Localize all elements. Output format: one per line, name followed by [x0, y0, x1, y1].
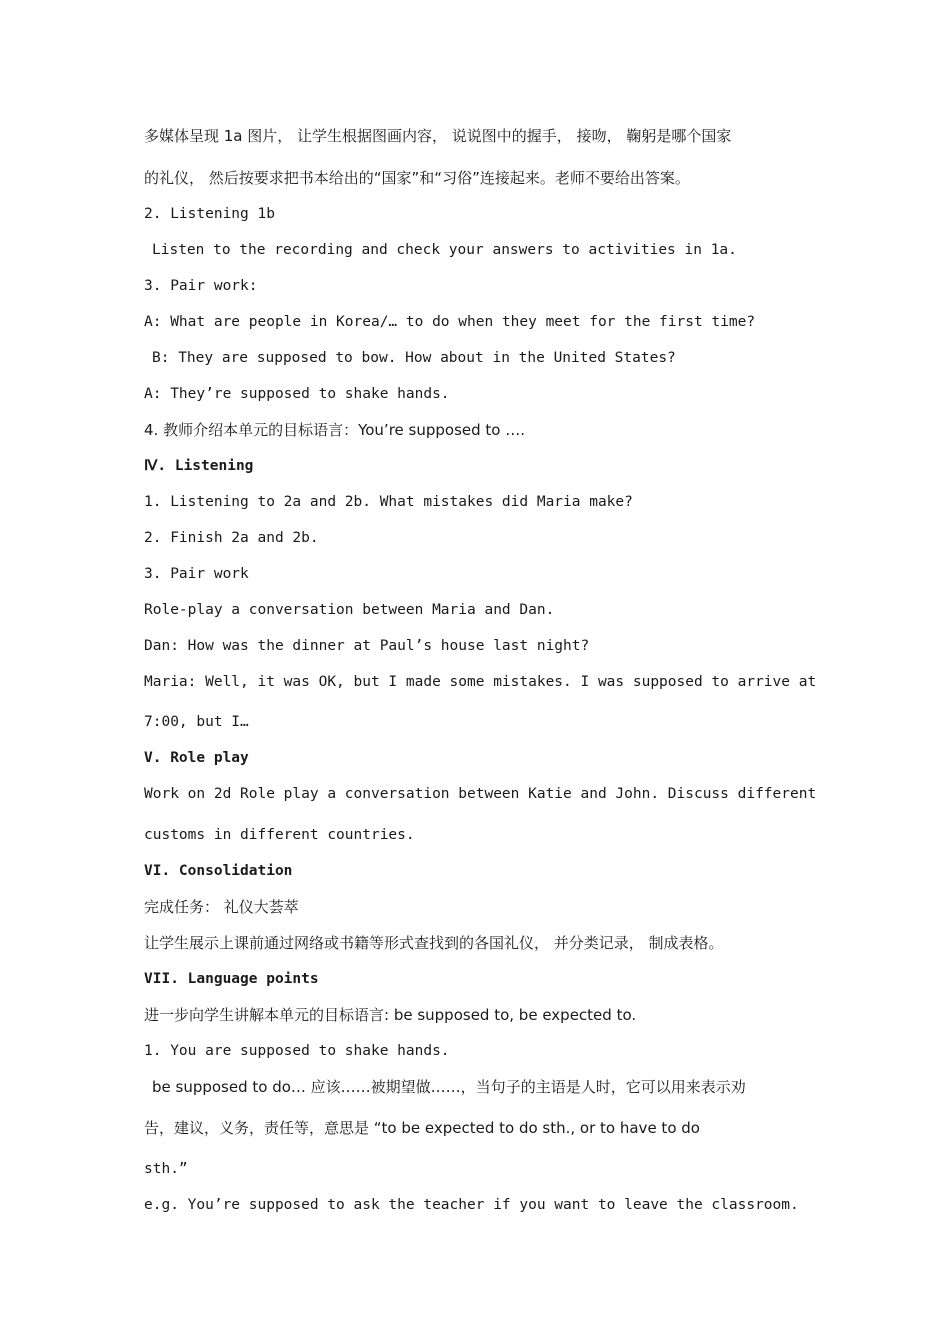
dialogue-line: A: They’re supposed to shake hands. [144, 386, 450, 402]
section-heading: VII. Language points [144, 971, 319, 987]
paragraph-line: 的礼仪， 然后按要求把书本给出的“国家”和“习俗”连接起来。老师不要给出答案。 [144, 169, 690, 187]
step-heading: 2. Finish 2a and 2b. [144, 530, 319, 546]
paragraph-line: 完成任务： 礼仪大荟萃 [144, 898, 299, 916]
step-heading: 3. Pair work: [144, 278, 258, 294]
step-heading: 3. Pair work [144, 566, 249, 582]
step-heading: 1. Listening to 2a and 2b. What mistakes did Maria make? [144, 494, 633, 510]
dialogue-line: Maria: Well, it was OK, but I made some mistakes. I was supposed to arrive at [144, 674, 817, 690]
paragraph-line: sth.” [144, 1161, 188, 1177]
step-heading: 4. 教师介绍本单元的目标语言：You’re supposed to …. [144, 421, 526, 439]
paragraph-line: Role-play a conversation between Maria and Dan. [144, 602, 555, 618]
section-heading: Ⅳ. Listening [144, 458, 254, 474]
section-heading: VI. Consolidation [144, 863, 293, 879]
paragraph-line: be supposed to do… 应该……被期望做……，当句子的主语是人时，它可以用来表示劝 [152, 1078, 746, 1096]
paragraph-line: 让学生展示上课前通过网络或书籍等形式查找到的各国礼仪， 并分类记录， 制成表格。 [144, 934, 724, 952]
dialogue-line: A: What are people in Korea/… to do when they meet for the first time? [144, 314, 756, 330]
paragraph-line: Listen to the recording and check your answers to activities in 1a. [152, 242, 737, 258]
dialogue-line: Dan: How was the dinner at Paul’s house last night? [144, 638, 590, 654]
example-sentence: 1. You are supposed to shake hands. [144, 1043, 450, 1059]
step-heading: 2. Listening 1b [144, 206, 275, 222]
paragraph-line: 多媒体呈现 1a 图片， 让学生根据图画内容， 说说图中的握手， 接吻， 鞠躬是哪个国家 [144, 127, 732, 145]
dialogue-line: B: They are supposed to bow. How about in the United States? [152, 350, 676, 366]
paragraph-line: customs in different countries. [144, 827, 415, 843]
dialogue-line: 7:00, but I… [144, 714, 249, 730]
paragraph-line: 告，建议，义务，责任等，意思是 “to be expected to do sth., or to have to do [144, 1119, 700, 1137]
section-heading: V. Role play [144, 750, 249, 766]
example-sentence: e.g. You’re supposed to ask the teacher if you want to leave the classroom. [144, 1197, 799, 1213]
paragraph-line: 进一步向学生讲解本单元的目标语言: be supposed to, be expected to. [144, 1006, 637, 1024]
paragraph-line: Work on 2d Role play a conversation between Katie and John. Discuss different [144, 786, 817, 802]
